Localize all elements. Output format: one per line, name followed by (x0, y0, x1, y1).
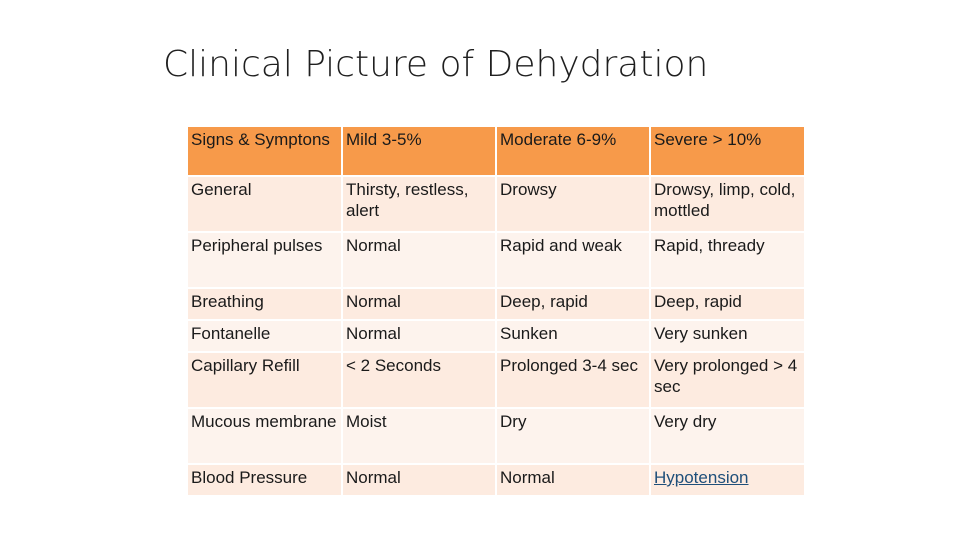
table-cell: Capillary Refill (187, 352, 342, 408)
table-cell: Very prolonged > 4 sec (650, 352, 805, 408)
table-cell: Blood Pressure (187, 464, 342, 496)
table-row (187, 408, 805, 464)
table-cell: Very dry (650, 408, 805, 464)
table-cell: Deep, rapid (496, 288, 650, 320)
table-cell: Normal (342, 232, 496, 288)
table-cell: Drowsy (496, 176, 650, 232)
table-cell: Very sunken (650, 320, 805, 352)
table-row (187, 288, 805, 320)
header-mild: Mild 3-5% (342, 126, 496, 176)
slide-title: Clinical Picture of Dehydration (163, 44, 709, 85)
table-cell: Drowsy, limp, cold, mottled (650, 176, 805, 232)
table-row (187, 352, 805, 408)
table-row (187, 464, 805, 496)
table-row (187, 176, 805, 232)
table-cell: Deep, rapid (650, 288, 805, 320)
table-cell: Prolonged 3-4 sec (496, 352, 650, 408)
table-cell: Thirsty, restless, alert (342, 176, 496, 232)
dehydration-table (186, 125, 806, 497)
table-cell: Normal (342, 464, 496, 496)
table-cell: Breathing (187, 288, 342, 320)
table-cell: < 2 Seconds (342, 352, 496, 408)
table-cell: Mucous membrane (187, 408, 342, 464)
header-severe: Severe > 10% (650, 126, 805, 176)
table-cell: Normal (342, 320, 496, 352)
table-cell: Rapid, thready (650, 232, 805, 288)
table-header-row (187, 126, 805, 176)
table-row (187, 320, 805, 352)
table-cell: Normal (342, 288, 496, 320)
table-cell: Peripheral pulses (187, 232, 342, 288)
table-cell: General (187, 176, 342, 232)
table-cell: Sunken (496, 320, 650, 352)
table-row (187, 232, 805, 288)
hypotension-link[interactable] (650, 464, 805, 496)
header-moderate: Moderate 6-9% (496, 126, 650, 176)
header-signs: Signs & Symptons (187, 126, 342, 176)
hypotension-link-text[interactable]: Hypotension (654, 468, 749, 487)
table-cell: Moist (342, 408, 496, 464)
table-cell: Dry (496, 408, 650, 464)
table-cell: Rapid and weak (496, 232, 650, 288)
table-cell: Normal (496, 464, 650, 496)
table-cell: Fontanelle (187, 320, 342, 352)
